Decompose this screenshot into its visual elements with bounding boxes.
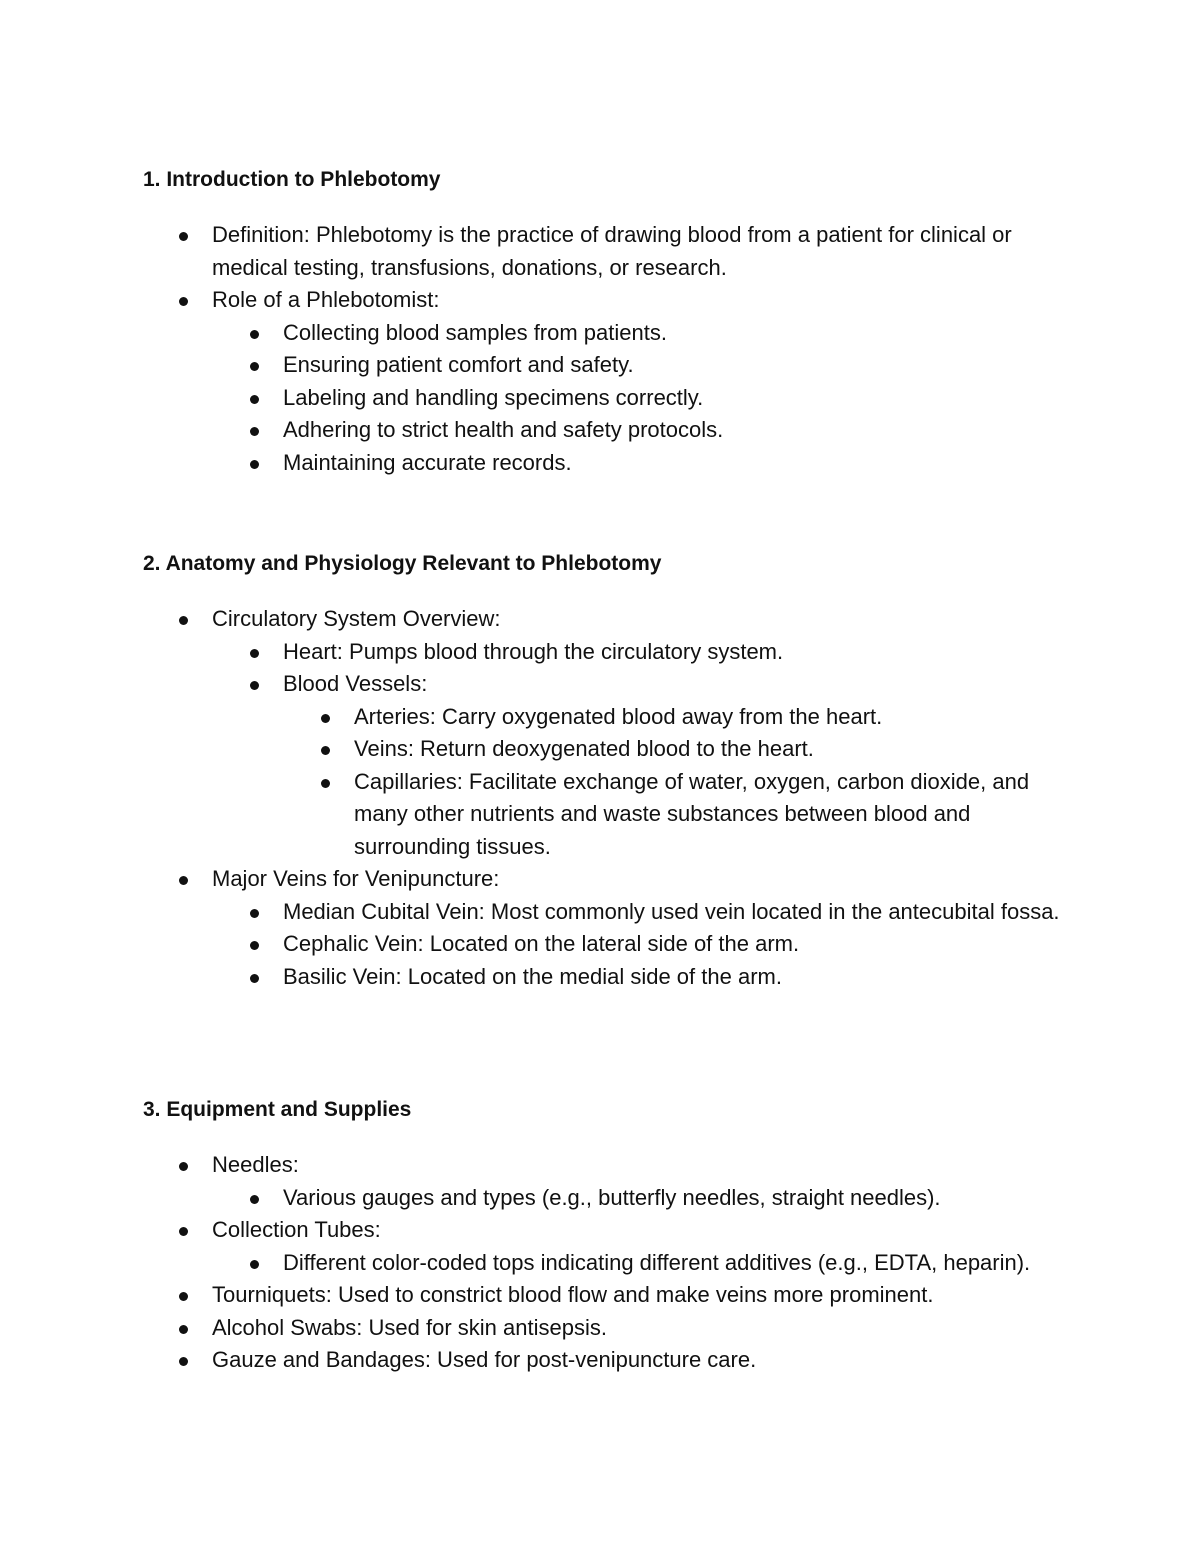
- section-anatomy: [143, 549, 1083, 993]
- section-heading: 1. Introduction to Phlebotomy: [143, 168, 441, 191]
- bullet-list: [212, 219, 1083, 479]
- sub-bullet-list: [283, 636, 1062, 864]
- list-item-definition: Definition: Phlebotomy is the practice of drawing blood from a patient for clinical or medical testing, transfusions, donations, or research.: [212, 219, 1062, 284]
- sub-bullet-list: [283, 1247, 1062, 1280]
- list-item-label: Major Veins for Venipuncture:: [212, 866, 500, 891]
- list-item-role: [212, 284, 1062, 479]
- list-item-label: Blood Vessels:: [283, 671, 428, 696]
- sub-bullet-list: [283, 317, 1062, 480]
- sub-sub-bullet-list: [354, 701, 1062, 864]
- list-item-gauze: Gauze and Bandages: Used for post-venipuncture care.: [212, 1344, 1062, 1377]
- section-equipment: [143, 1095, 1083, 1377]
- list-item-tourniquets: Tourniquets: Used to constrict blood flow and make veins more prominent.: [212, 1279, 1062, 1312]
- list-item: Basilic Vein: Located on the medial side of the arm.: [283, 961, 1062, 994]
- list-item: Veins: Return deoxygenated blood to the heart.: [354, 733, 1062, 766]
- list-item-vessels: [283, 668, 1062, 863]
- list-item: Cephalic Vein: Located on the lateral side of the arm.: [283, 928, 1062, 961]
- list-item: Various gauges and types (e.g., butterfly needles, straight needles).: [283, 1182, 1062, 1215]
- list-item-swabs: Alcohol Swabs: Used for skin antisepsis.: [212, 1312, 1062, 1345]
- section-heading: 3. Equipment and Supplies: [143, 1098, 412, 1121]
- list-item-label: Needles:: [212, 1152, 299, 1177]
- list-item: Collecting blood samples from patients.: [283, 317, 1062, 350]
- list-item: Median Cubital Vein: Most commonly used vein located in the antecubital fossa.: [283, 896, 1062, 929]
- list-item-needles: [212, 1149, 1062, 1214]
- list-item: Labeling and handling specimens correctly.: [283, 382, 1062, 415]
- list-item-label: Role of a Phlebotomist:: [212, 287, 440, 312]
- section-heading: 2. Anatomy and Physiology Relevant to Phlebotomy: [143, 552, 662, 575]
- list-item: Different color-coded tops indicating different additives (e.g., EDTA, heparin).: [283, 1247, 1062, 1280]
- list-item-circulatory: [212, 603, 1062, 863]
- list-item: Adhering to strict health and safety protocols.: [283, 414, 1062, 447]
- list-item: Arteries: Carry oxygenated blood away from the heart.: [354, 701, 1062, 734]
- list-item-heart: Heart: Pumps blood through the circulatory system.: [283, 636, 1062, 669]
- list-item: Ensuring patient comfort and safety.: [283, 349, 1062, 382]
- list-item-major-veins: [212, 863, 1062, 993]
- list-item-tubes: [212, 1214, 1062, 1279]
- list-item: Capillaries: Facilitate exchange of water, oxygen, carbon dioxide, and many other nutrients and waste substances between blood and surrounding tissues.: [354, 766, 1062, 864]
- sub-bullet-list: [283, 896, 1062, 994]
- list-item-label: Collection Tubes:: [212, 1217, 381, 1242]
- bullet-list: [212, 603, 1083, 993]
- section-introduction: [143, 165, 1083, 479]
- bullet-list: [212, 1149, 1083, 1377]
- sub-bullet-list: [283, 1182, 1062, 1215]
- list-item-label: Circulatory System Overview:: [212, 606, 501, 631]
- list-item: Maintaining accurate records.: [283, 447, 1062, 480]
